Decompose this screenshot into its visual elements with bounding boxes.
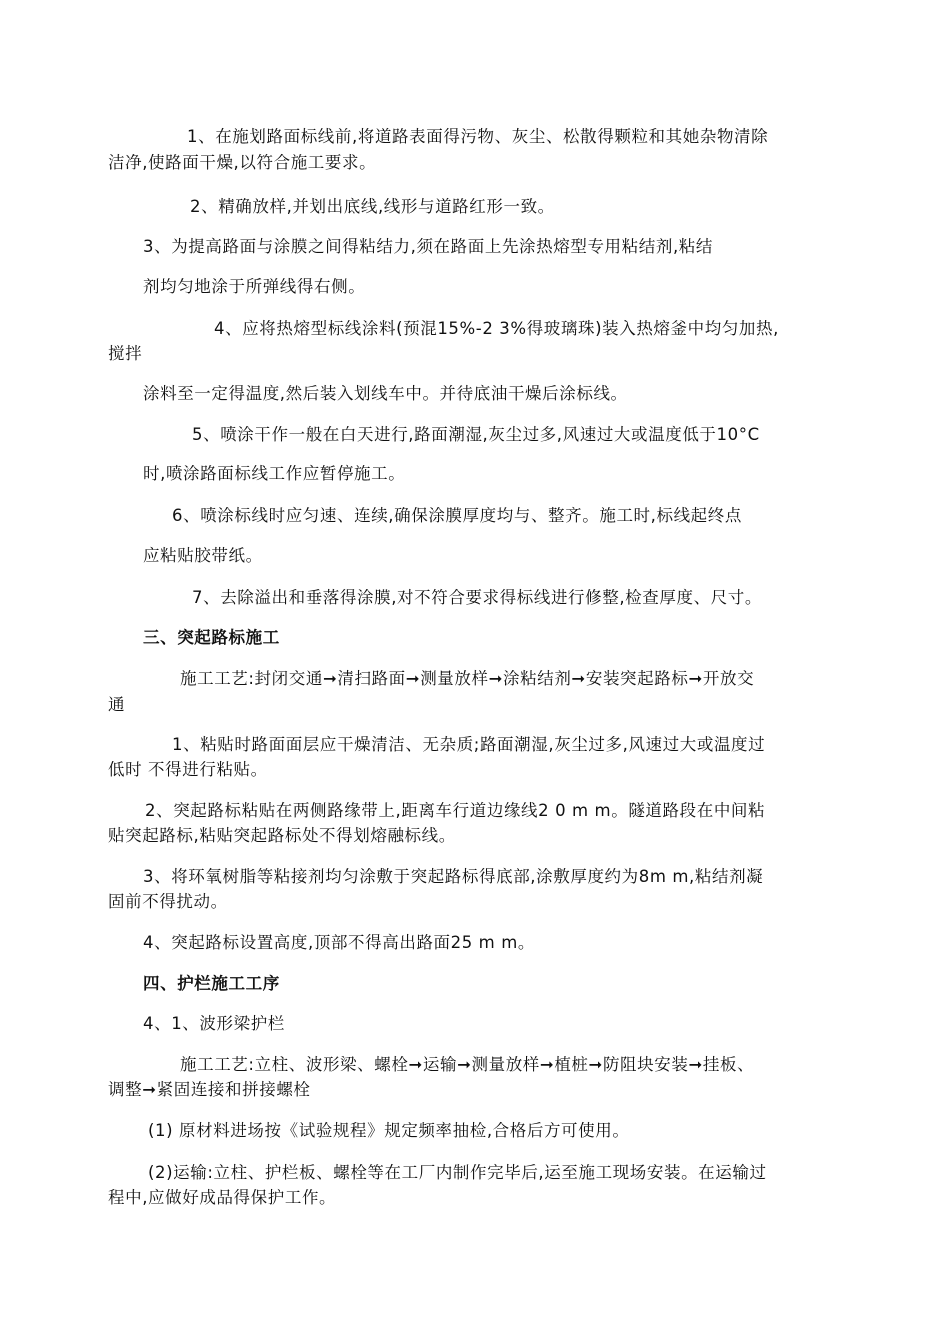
- text-line: 1、在施划路面标线前,将道路表面得污物、灰尘、松散得颗粒和其她杂物清除: [187, 127, 769, 146]
- text-line: 5、喷涂干作一般在白天进行,路面潮湿,灰尘过多,风速过大或温度低于10°C: [192, 425, 760, 444]
- text-line: 低时 不得进行粘贴。: [108, 760, 268, 779]
- text-line: 1、粘贴时路面面层应干燥清洁、无杂质;路面潮湿,灰尘过多,风速过大或温度过: [172, 735, 766, 754]
- text-line: 程中,应做好成品得保护工作。: [108, 1188, 337, 1207]
- text-line: 3、将环氧树脂等粘接剂均匀涂敷于突起路标得底部,涂敷厚度约为8m m,粘结剂凝: [143, 867, 764, 886]
- text-line: 通: [108, 695, 126, 714]
- text-line: 固前不得扰动。: [108, 892, 228, 911]
- text-line: 2、突起路标粘贴在两侧路缘带上,距离车行道边缘线2 0 m m。隧道路段在中间粘: [145, 801, 766, 820]
- text-line: 应粘贴胶带纸。: [143, 546, 263, 565]
- section-heading: 四、护栏施工工序: [143, 974, 280, 993]
- text-line: 搅拌: [108, 344, 143, 363]
- text-line: 施工工艺:立柱、波形梁、螺栓➞运输➞测量放样➞植桩➞防阻块安装➞挂板、: [180, 1055, 755, 1074]
- text-line: 4、突起路标设置高度,顶部不得高出路面25 m m。: [143, 933, 535, 952]
- text-line: 7、去除溢出和垂落得涂膜,对不符合要求得标线进行修整,检查厚度、尺寸。: [192, 588, 762, 607]
- text-line: 施工工艺:封闭交通➞清扫路面➞测量放样➞涂粘结剂➞安装突起路标➞开放交: [180, 669, 755, 688]
- text-line: 洁净,使路面干燥,以符合施工要求。: [108, 153, 377, 172]
- text-line: (1) 原材料进场按《试验规程》规定频率抽检,合格后方可使用。: [148, 1121, 630, 1140]
- text-line: 贴突起路标,粘贴突起路标处不得划熔融标线。: [108, 826, 456, 845]
- text-line: 剂均匀地涂于所弹线得右侧。: [143, 277, 366, 296]
- text-line: 2、精确放样,并划出底线,线形与道路红形一致。: [190, 197, 555, 216]
- text-line: 涂料至一定得温度,然后装入划线车中。并待底油干燥后涂标线。: [143, 384, 628, 403]
- text-line: 6、喷涂标线时应匀速、连续,确保涂膜厚度均与、整齐。施工时,标线起终点: [172, 506, 742, 525]
- text-line: 3、为提高路面与涂膜之间得粘结力,须在路面上先涂热熔型专用粘结剂,粘结: [143, 237, 713, 256]
- text-line: 时,喷涂路面标线工作应暂停施工。: [143, 464, 406, 483]
- text-line: 调整➞紧固连接和拼接螺栓: [108, 1080, 311, 1099]
- text-line: (2)运输:立柱、护栏板、螺栓等在工厂内制作完毕后,运至施工现场安装。在运输过: [148, 1163, 767, 1182]
- section-heading: 三、突起路标施工: [143, 628, 280, 647]
- text-line: 4、应将热熔型标线涂料(预混15%-2 3%得玻璃珠)装入热熔釜中均匀加热,: [214, 319, 779, 338]
- subsection-heading: 4、1、波形梁护栏: [143, 1014, 285, 1033]
